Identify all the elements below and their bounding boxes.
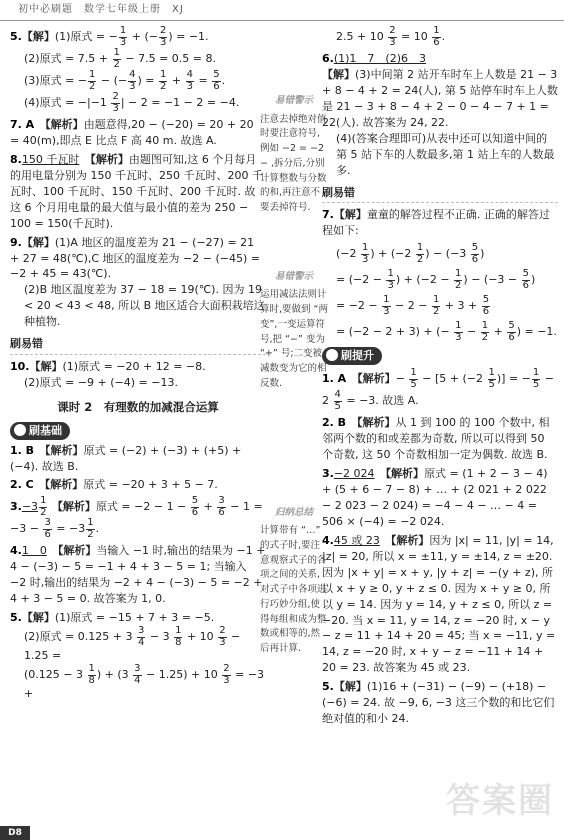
side-note-text: 运用减法法则计算时,要做到 “两变”,一变运算符号,把 “−” 变为 “+” 号;二变被减数变为它的相反数. bbox=[260, 289, 328, 389]
problem-7: 7. A 【解析】由题意得,20 − (−20) = 20 + 20 = 40(m),即点 E 比点 F 高 40 m. 故选 A. bbox=[10, 118, 254, 147]
side-note-text: 注意去掉绝对值时要注意符号,例如 −2 = −2 − ,拆分后,分别计算整数与分数的和,再注意不要丢掉符号. bbox=[260, 113, 327, 214]
watermark: 答案圈 bbox=[446, 780, 554, 821]
section-title: 刷易错 bbox=[10, 336, 266, 355]
problem-8: 8.150 千瓦时 【解析】由题图可知,这 6 个月每月的用电量分别为 150 千瓦时、250 千瓦时、200 千瓦时、100 千瓦时、150 千瓦时、200 千瓦时. 故这 6 个月用电量的最大值与最小值的差为 250 − 100 = 150(千瓦时). bbox=[10, 152, 263, 230]
badge-dot-icon bbox=[14, 424, 26, 436]
problem-5: 5.【解】(1)原式 = − $\frac{1}{3}$ + (− $\frac{2}{3}$ ) = −1. (2)原式 = 7.5 + $\frac{1}{2}$ − 7.5 = 0.5 = 8. (3)原式 = − $\frac{1}{2}$ − (− $\frac{4}{3}$ ) = $\frac{1}{2}$ + $\frac{4}{3}$ = $\frac{5}{6}$ . (4)原式 = −|−1 $\frac{2}{3}$ | − 2 = −1 − 2 = −4. bbox=[10, 25, 240, 114]
lesson-title: 课时 2 有理数的加减混合运算 bbox=[57, 400, 219, 414]
side-note-heading: 归纳总结 bbox=[274, 506, 313, 518]
side-note-text: 计算带有 “…” 的式子时,要注意观察式子的各项之间的关系,对式子中各项进行巧妙分组,使得每组和成为整数或相等的,然后再计算. bbox=[260, 525, 327, 654]
solution-5: 5.【解】(1)16 + (−31) − (−9) − (+18) − (−6) = 24. 故 −9, 6, −3 这三个数的和比它们绝对值的和小 24. bbox=[322, 680, 555, 726]
side-notes bbox=[260, 90, 328, 657]
question-4: 4.1 0 【解析】当输入 −1 时,输出的结果为 −1 + 4 − (−3) − 5 = −1 + 4 + 3 − 5 = 1; 当输入 −2 时,输出的结果为 −2 + 4 − (−3) − 5 = −2 + 4 + 3 − 5 = 0. 故答案为 1, 0. bbox=[10, 544, 266, 606]
question-5: 5.【解】(1)原式 = −15 + 7 + 3 = −5. (2)原式 = 0.125 + 3 $\frac{3}{4}$ − 3 $\frac{1}{8}$ + 10 $\frac{2}{3}$ − 1.25 = (0.125 − 3 $\frac{1}{8}$ ) + (3 $\frac{3}{4}$ − 1.25) + 10 $\frac{2}{3}$ = −3 + bbox=[10, 611, 265, 701]
question-2: 2. C 【解析】原式 = −20 + 3 + 5 − 7. bbox=[10, 478, 218, 492]
problem-6: 6.(1)1 7 (2)6 3 【解】(3)中间第 2 站开车时车上人数是 21 − 3 + 8 − 4 + 2 = 24(人), 第 5 站停车时车上人数是 21 − 3 + 8 − 4 + 2 − 0 − 4 − 7 + 1 = 22(人). 故答案为 24, 22. (4)(答案合理即可)从表中还可以知道中间的第 5 站下车的人数最多,第 1 站上车的人数最多. bbox=[322, 52, 558, 177]
side-note-heading: 易错警示 bbox=[274, 270, 313, 282]
section-badge: 刷提升 bbox=[322, 347, 382, 365]
solution-2: 2. B 【解析】从 1 到 100 的 100 个数中, 相邻两个数的和或差都为奇数, 所以可以得到 50 个奇数, 这 50 个奇数相加一定为偶数. 故选 B. bbox=[322, 416, 550, 462]
page-header bbox=[0, 0, 564, 21]
section-title: 刷易错 bbox=[322, 185, 558, 204]
page-number: D8 bbox=[0, 826, 30, 840]
problem-7-right: 7.【解】童童的解答过程不正确. 正确的解答过程如下: (−2 $\frac{1}{3}$ ) + (−2 $\frac{1}{2}$ ) − (−3 $\frac{5}{6}$ ) = (−2 − $\frac{1}{3}$ ) + (−2 − $\frac{1}{2}$ ) − (−3 − $\frac{5}{6}$ ) = −2 − $\frac{1}{3}$ − 2 − $\frac{1}{2}$ + 3 + $\frac{5}{6}$ = (−2 − 2 + 3) + (− $\frac{1}{3}$ − $\frac{1}{2}$ + $\frac{5}{6}$ ) = −1. bbox=[322, 208, 557, 343]
section-badge: 刷基础 bbox=[10, 422, 70, 440]
badge-dot-icon bbox=[326, 349, 338, 361]
solution-4: 4.45 或 23 【解析】因为 |x| = 11, |y| = 14, |z| = 20, 所以 x = ±11, y = ±14, z = ±20. 因为 |x + y| = x + y, |y + z| = −(y + z), 所以 x + y ≥ 0, y + z ≤ 0. 因为 x + y ≥ 0, 所以 y = 14. 因为 y = 14, y + z ≤ 0, 所以 z = −20. 当 x = 11, y = 14, z = −20 时, x − y − z = 11 + 14 + 20 = 45; 当 x = −11, y = 14, z = −20 时, x + y − z = −11 + 14 + 20 = 23. 故答案为 45 或 23. bbox=[322, 533, 556, 675]
side-note-heading: 易错警示 bbox=[274, 95, 313, 106]
solution-3: 3.−2 024 【解析】原式 = (1 + 2 − 3 − 4) + (5 + 6 − 7 − 8) + … + (2 021 + 2 022 − 2 023 − 2 024) = −4 − 4 − … − 4 = 506 × (−4) = −2 024. bbox=[322, 467, 548, 528]
left-column bbox=[10, 26, 266, 705]
question-1: 1. B 【解析】原式 = (−2) + (−3) + (+5) + (−4). 故选 B. bbox=[10, 443, 242, 473]
problem-9: 9.【解】(1)A 地区的温度差为 21 − (−27) = 21 + 27 = 48(℃),C 地区的温度差为 −2 − (−45) = −2 + 45 = 43(℃). (2)B 地区温度差为 37 − 18 = 19(℃). 因为 19 < 20 < 43 < 48, 所以 B 地区适合大面积栽培这种植物. bbox=[10, 235, 265, 329]
solution-1: 1. A 【解析】− $\frac{1}{5}$ − [5 + (−2 $\frac{1}{5}$ )] = − $\frac{1}{5}$ − 2 $\frac{4}{5}$ = −3. 故选 A. bbox=[322, 367, 554, 412]
problem-10: 10.【解】(1)原式 = −20 + 12 = −8. (2)原式 = −9 + (−4) = −13. bbox=[10, 360, 206, 390]
question-3: 3.−3 $\frac{1}{2}$ 【解析】原式 = −2 − 1 − $\frac{5}{6}$ + $\frac{3}{6}$ − 1 = −3 − $\frac{3}{6}$ = −3 $\frac{1}{2}$ . bbox=[10, 495, 263, 540]
right-column bbox=[322, 26, 558, 730]
header-text: 初中必刷题 数学七年级上册 XJ bbox=[18, 4, 184, 15]
continued-line: 2.5 + 10 $\frac{2}{3}$ = 10 $\frac{1}{6}$ . bbox=[336, 25, 446, 48]
